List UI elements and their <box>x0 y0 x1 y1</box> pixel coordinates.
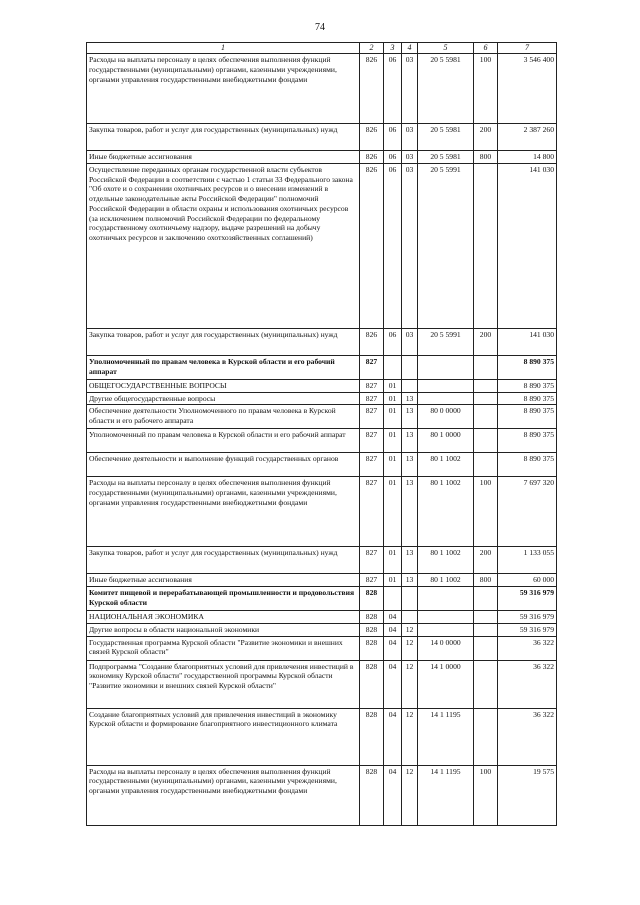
row-name-cell: Уполномоченный по правам человека в Курской области и его рабочий аппарат <box>87 355 360 379</box>
row-ved-cell: 828 <box>360 611 384 624</box>
row-csr-cell: 20 5 5981 <box>418 54 474 124</box>
row-rz-cell: 06 <box>384 328 402 355</box>
row-vr-cell <box>474 392 498 405</box>
row-rz-cell: 06 <box>384 151 402 164</box>
row-csr-cell <box>418 587 474 611</box>
row-ved-cell: 828 <box>360 623 384 636</box>
table-row <box>87 405 557 429</box>
table-row <box>87 574 557 587</box>
row-csr-cell: 20 5 5981 <box>418 124 474 151</box>
row-name-cell: Закупка товаров, работ и услуг для государственных (муниципальных) нужд <box>87 328 360 355</box>
row-ved-cell: 828 <box>360 708 384 765</box>
row-ved-cell: 827 <box>360 429 384 453</box>
row-rz-cell: 01 <box>384 392 402 405</box>
row-sum-cell: 59 316 979 <box>498 623 557 636</box>
row-name-cell: Комитет пищевой и перерабатывающей промышленности и продовольствия Курской области <box>87 587 360 611</box>
row-vr-cell: 100 <box>474 54 498 124</box>
row-ved-cell: 827 <box>360 355 384 379</box>
header-cell: 5 <box>418 43 474 54</box>
row-pr-cell: 03 <box>402 163 418 328</box>
row-ved-cell: 826 <box>360 163 384 328</box>
row-vr-cell: 200 <box>474 124 498 151</box>
row-vr-cell <box>474 623 498 636</box>
row-csr-cell: 80 1 1002 <box>418 547 474 574</box>
row-name-cell: Расходы на выплаты персоналу в целях обеспечения выполнения функций государственными (муниципальными) органами, казенными учреждениями, органами управления государственными внебюджетными фондами <box>87 765 360 825</box>
table-row <box>87 708 557 765</box>
table-row <box>87 453 557 477</box>
row-rz-cell: 01 <box>384 574 402 587</box>
row-csr-cell: 80 1 1002 <box>418 453 474 477</box>
row-vr-cell <box>474 405 498 429</box>
row-ved-cell: 827 <box>360 405 384 429</box>
row-ved-cell: 826 <box>360 151 384 164</box>
row-vr-cell: 200 <box>474 328 498 355</box>
row-rz-cell: 01 <box>384 429 402 453</box>
row-ved-cell: 827 <box>360 392 384 405</box>
row-name-cell: Осуществление переданных органам государственной власти субъектов Российской Федерации в соответствии с частью 1 статьи 33 Федерального закона "Об охоте и о сохранении охотничьих ресурсов и о внесении изменений в отдельные законодательные акты Российской Федерации" полномочий Российской Федерации в области охраны и использования охотничьих ресурсов (за исключением полномочий Российской Федерации по федеральному государственному охотничьему надзору, выдаче разрешений на добычу охотничьих ресурсов и заключению охотхозяйственных соглашений) <box>87 163 360 328</box>
row-sum-cell: 36 322 <box>498 708 557 765</box>
table-row <box>87 623 557 636</box>
table-row <box>87 611 557 624</box>
row-ved-cell: 827 <box>360 477 384 547</box>
row-ved-cell: 827 <box>360 547 384 574</box>
row-csr-cell: 20 5 5991 <box>418 328 474 355</box>
row-vr-cell <box>474 708 498 765</box>
header-cell: 6 <box>474 43 498 54</box>
table-row <box>87 151 557 164</box>
row-pr-cell: 13 <box>402 574 418 587</box>
row-ved-cell: 826 <box>360 328 384 355</box>
row-csr-cell: 14 1 1195 <box>418 765 474 825</box>
row-sum-cell: 8 890 375 <box>498 379 557 392</box>
row-pr-cell: 03 <box>402 151 418 164</box>
row-rz-cell: 01 <box>384 477 402 547</box>
row-pr-cell: 13 <box>402 477 418 547</box>
row-sum-cell: 36 322 <box>498 636 557 660</box>
row-csr-cell: 80 1 1002 <box>418 574 474 587</box>
row-name-cell: Другие вопросы в области национальной экономики <box>87 623 360 636</box>
row-csr-cell <box>418 392 474 405</box>
row-pr-cell: 12 <box>402 623 418 636</box>
row-name-cell: Уполномоченный по правам человека в Курской области и его рабочий аппарат <box>87 429 360 453</box>
row-pr-cell: 12 <box>402 765 418 825</box>
row-vr-cell <box>474 636 498 660</box>
row-sum-cell: 59 316 979 <box>498 611 557 624</box>
row-vr-cell: 200 <box>474 547 498 574</box>
row-ved-cell: 828 <box>360 765 384 825</box>
row-vr-cell <box>474 355 498 379</box>
row-rz-cell: 04 <box>384 611 402 624</box>
page-number: 74 <box>315 22 325 33</box>
row-pr-cell: 12 <box>402 708 418 765</box>
row-name-cell: Создание благоприятных условий для привлечения инвестиций в экономику Курской области и формирование благоприятного инвестиционного климата <box>87 708 360 765</box>
row-name-cell: ОБЩЕГОСУДАРСТВЕННЫЕ ВОПРОСЫ <box>87 379 360 392</box>
row-pr-cell: 03 <box>402 54 418 124</box>
table-row <box>87 547 557 574</box>
row-sum-cell: 141 030 <box>498 163 557 328</box>
row-vr-cell <box>474 163 498 328</box>
row-rz-cell <box>384 355 402 379</box>
row-pr-cell: 13 <box>402 547 418 574</box>
row-pr-cell: 03 <box>402 124 418 151</box>
row-ved-cell: 827 <box>360 453 384 477</box>
table-row <box>87 429 557 453</box>
row-name-cell: Другие общегосударственные вопросы <box>87 392 360 405</box>
row-rz-cell <box>384 587 402 611</box>
row-csr-cell <box>418 611 474 624</box>
row-ved-cell: 828 <box>360 660 384 708</box>
table-row <box>87 587 557 611</box>
row-name-cell: Расходы на выплаты персоналу в целях обеспечения выполнения функций государственными (муниципальными) органами, казенными учреждениями, органами управления государственными внебюджетными фондами <box>87 477 360 547</box>
row-vr-cell <box>474 379 498 392</box>
row-pr-cell <box>402 379 418 392</box>
row-rz-cell: 04 <box>384 708 402 765</box>
row-vr-cell <box>474 453 498 477</box>
row-rz-cell: 04 <box>384 660 402 708</box>
row-sum-cell: 60 000 <box>498 574 557 587</box>
row-sum-cell: 7 697 320 <box>498 477 557 547</box>
row-pr-cell: 03 <box>402 328 418 355</box>
row-vr-cell: 800 <box>474 574 498 587</box>
row-rz-cell: 04 <box>384 623 402 636</box>
row-name-cell: Обеспечение деятельности Уполномоченного по правам человека в Курской области и его рабочего аппарата <box>87 405 360 429</box>
table-row <box>87 163 557 328</box>
table-row <box>87 765 557 825</box>
row-pr-cell <box>402 587 418 611</box>
row-csr-cell: 80 0 0000 <box>418 405 474 429</box>
table-row <box>87 54 557 124</box>
row-name-cell: Закупка товаров, работ и услуг для государственных (муниципальных) нужд <box>87 547 360 574</box>
row-csr-cell <box>418 623 474 636</box>
row-pr-cell <box>402 611 418 624</box>
row-ved-cell: 826 <box>360 124 384 151</box>
row-sum-cell: 3 546 400 <box>498 54 557 124</box>
row-pr-cell: 13 <box>402 453 418 477</box>
row-csr-cell: 80 1 1002 <box>418 477 474 547</box>
row-name-cell: Государственная программа Курской области "Развитие экономики и внешних связей Курской области" <box>87 636 360 660</box>
table-row <box>87 124 557 151</box>
header-cell: 2 <box>360 43 384 54</box>
row-rz-cell: 04 <box>384 636 402 660</box>
row-vr-cell <box>474 429 498 453</box>
table-row <box>87 379 557 392</box>
row-sum-cell: 2 387 260 <box>498 124 557 151</box>
row-csr-cell: 20 5 5981 <box>418 151 474 164</box>
row-sum-cell: 19 575 <box>498 765 557 825</box>
header-cell: 4 <box>402 43 418 54</box>
row-sum-cell: 59 316 979 <box>498 587 557 611</box>
row-rz-cell: 04 <box>384 765 402 825</box>
row-vr-cell: 100 <box>474 477 498 547</box>
header-cell: 1 <box>87 43 360 54</box>
row-rz-cell: 06 <box>384 124 402 151</box>
table-row <box>87 636 557 660</box>
row-name-cell: Иные бюджетные ассигнования <box>87 151 360 164</box>
row-pr-cell: 13 <box>402 392 418 405</box>
row-name-cell: Обеспечение деятельности и выполнение функций государственных органов <box>87 453 360 477</box>
row-sum-cell: 8 890 375 <box>498 429 557 453</box>
row-pr-cell: 12 <box>402 636 418 660</box>
row-vr-cell: 100 <box>474 765 498 825</box>
row-vr-cell <box>474 660 498 708</box>
row-pr-cell <box>402 355 418 379</box>
table-row <box>87 328 557 355</box>
row-sum-cell: 8 890 375 <box>498 453 557 477</box>
row-rz-cell: 01 <box>384 547 402 574</box>
row-ved-cell: 827 <box>360 379 384 392</box>
row-ved-cell: 826 <box>360 54 384 124</box>
row-pr-cell: 13 <box>402 405 418 429</box>
header-cell: 7 <box>498 43 557 54</box>
row-sum-cell: 141 030 <box>498 328 557 355</box>
row-vr-cell: 800 <box>474 151 498 164</box>
row-csr-cell: 14 1 0000 <box>418 660 474 708</box>
budget-table <box>86 42 557 826</box>
row-pr-cell: 13 <box>402 429 418 453</box>
row-sum-cell: 36 322 <box>498 660 557 708</box>
row-csr-cell <box>418 379 474 392</box>
row-name-cell: Подпрограмма "Создание благоприятных условий для привлечения инвестиций в экономику Курской области" государственной программы Курской области "Развитие экономики и внешних связей Курской области" <box>87 660 360 708</box>
row-sum-cell: 1 133 055 <box>498 547 557 574</box>
table-row <box>87 355 557 379</box>
row-csr-cell: 14 1 1195 <box>418 708 474 765</box>
row-csr-cell: 14 0 0000 <box>418 636 474 660</box>
row-csr-cell: 80 1 0000 <box>418 429 474 453</box>
row-name-cell: НАЦИОНАЛЬНАЯ ЭКОНОМИКА <box>87 611 360 624</box>
row-ved-cell: 828 <box>360 587 384 611</box>
row-sum-cell: 14 800 <box>498 151 557 164</box>
row-rz-cell: 06 <box>384 54 402 124</box>
row-ved-cell: 827 <box>360 574 384 587</box>
row-name-cell: Иные бюджетные ассигнования <box>87 574 360 587</box>
row-rz-cell: 01 <box>384 453 402 477</box>
row-csr-cell: 20 5 5991 <box>418 163 474 328</box>
table-row <box>87 392 557 405</box>
table-row <box>87 660 557 708</box>
row-sum-cell: 8 890 375 <box>498 405 557 429</box>
row-pr-cell: 12 <box>402 660 418 708</box>
row-ved-cell: 828 <box>360 636 384 660</box>
row-rz-cell: 01 <box>384 379 402 392</box>
row-csr-cell <box>418 355 474 379</box>
row-rz-cell: 06 <box>384 163 402 328</box>
row-sum-cell: 8 890 375 <box>498 355 557 379</box>
row-vr-cell <box>474 611 498 624</box>
row-vr-cell <box>474 587 498 611</box>
table-row <box>87 477 557 547</box>
row-name-cell: Расходы на выплаты персоналу в целях обеспечения выполнения функций государственными (муниципальными) органами, казенными учреждениями, органами управления государственными внебюджетными фондами <box>87 54 360 124</box>
row-name-cell: Закупка товаров, работ и услуг для государственных (муниципальных) нужд <box>87 124 360 151</box>
row-rz-cell: 01 <box>384 405 402 429</box>
header-cell: 3 <box>384 43 402 54</box>
table-header-row <box>87 43 557 54</box>
row-sum-cell: 8 890 375 <box>498 392 557 405</box>
